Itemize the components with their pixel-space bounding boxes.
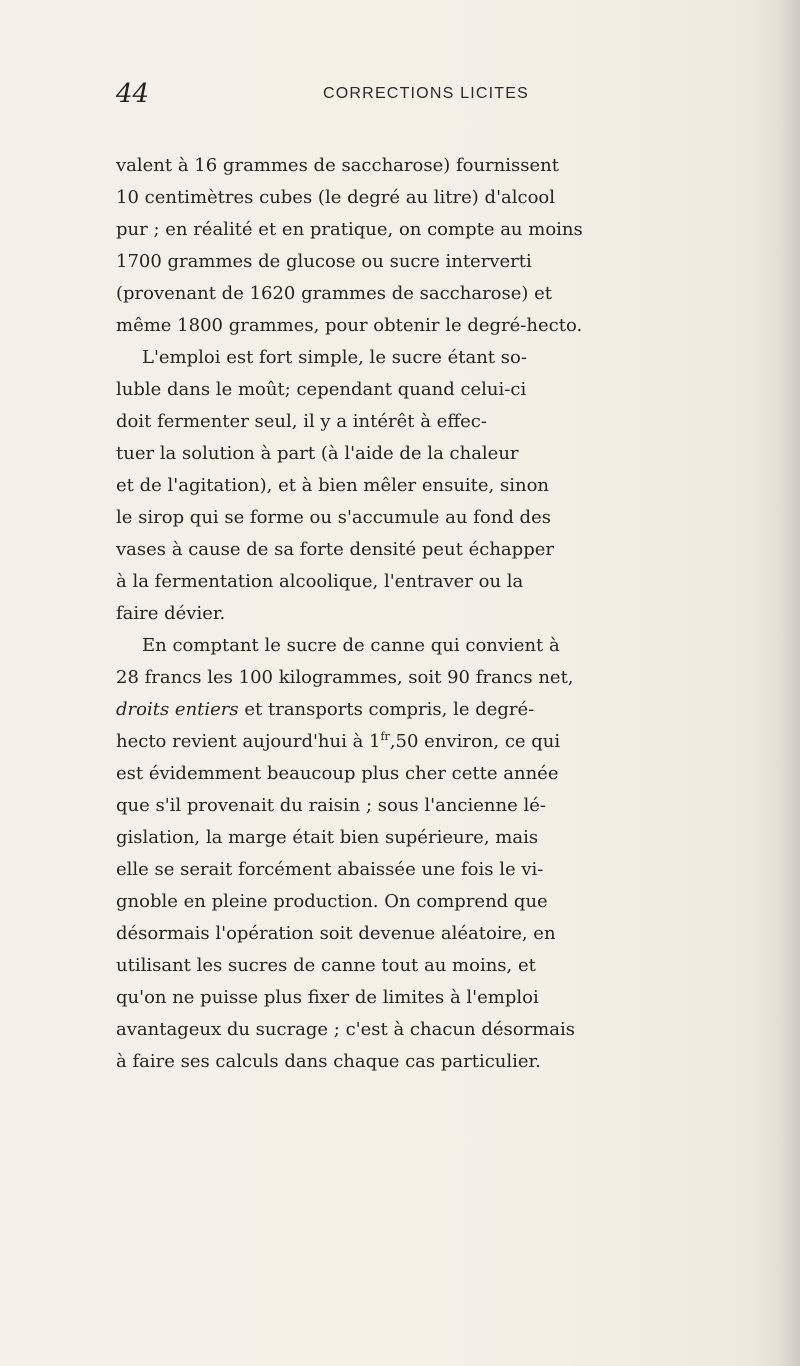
text-line: vases à cause de sa forte densité peut échapper [116, 539, 554, 560]
paragraph-start-line: En comptant le sucre de canne qui convient à [142, 635, 560, 656]
text-line: et de l'agitation), et à bien mêler ensuite, sinon [116, 475, 550, 496]
running-title: CORRECTIONS LICITES [323, 85, 529, 102]
text-line: doit fermenter seul, il y a intérêt à effec- [116, 411, 487, 432]
italic-phrase: droits entiers [116, 699, 239, 720]
page-header [116, 78, 736, 110]
text-line: à faire ses calculs dans chaque cas particulier. [116, 1051, 541, 1072]
text-line: tuer la solution à part (à l'aide de la chaleur [116, 443, 519, 464]
text-line: que s'il provenait du raisin ; sous l'ancienne lé- [116, 795, 546, 816]
text-line: 10 centimètres cubes (le degré au litre) d'alcool [116, 187, 556, 208]
body-text [116, 150, 741, 1078]
text-line: gnoble en pleine production. On comprend que [116, 891, 548, 912]
page-number: 44 [116, 79, 150, 109]
text-line: faire dévier. [116, 603, 226, 624]
text-line: désormais l'opération soit devenue aléatoire, en [116, 923, 556, 944]
line-remainder: et transports compris, le degré- [238, 699, 535, 720]
text-line: même 1800 grammes, pour obtenir le degré-hecto. [116, 315, 583, 336]
text-line: est évidemment beaucoup plus cher cette année [116, 763, 559, 784]
superscript-abbrev: fr [380, 730, 390, 743]
text-line: qu'on ne puisse plus fixer de limites à l'emploi [116, 987, 539, 1008]
text-line: pur ; en réalité et en pratique, on compte au moins [116, 219, 583, 240]
text-line: valent à 16 grammes de saccharose) fournissent [116, 155, 559, 176]
text-line: luble dans le moût; cependant quand celui-ci [116, 379, 527, 400]
text-line-with-superscript [116, 726, 741, 758]
text-line: 1700 grammes de glucose ou sucre interverti [116, 251, 532, 272]
paragraph-start-line: L'emploi est fort simple, le sucre étant so- [142, 347, 527, 368]
line-after-superscript: ,50 environ, ce qui [389, 731, 561, 752]
text-line: avantageux du sucrage ; c'est à chacun désormais [116, 1019, 575, 1040]
text-line: utilisant les sucres de canne tout au moins, et [116, 955, 536, 976]
page-edge-shadow [758, 0, 800, 1366]
text-line: à la fermentation alcoolique, l'entraver ou la [116, 571, 524, 592]
text-line-with-italic [116, 694, 741, 726]
text-line: 28 francs les 100 kilogrammes, soit 90 francs net, [116, 667, 574, 688]
text-line: le sirop qui se forme ou s'accumule au fond des [116, 507, 551, 528]
text-line: elle se serait forcément abaissée une fois le vi- [116, 859, 544, 880]
text-line: gislation, la marge était bien supérieure, mais [116, 827, 539, 848]
line-before-superscript: hecto revient aujourd'hui à 1 [116, 731, 381, 752]
text-line: (provenant de 1620 grammes de saccharose) et [116, 283, 553, 304]
